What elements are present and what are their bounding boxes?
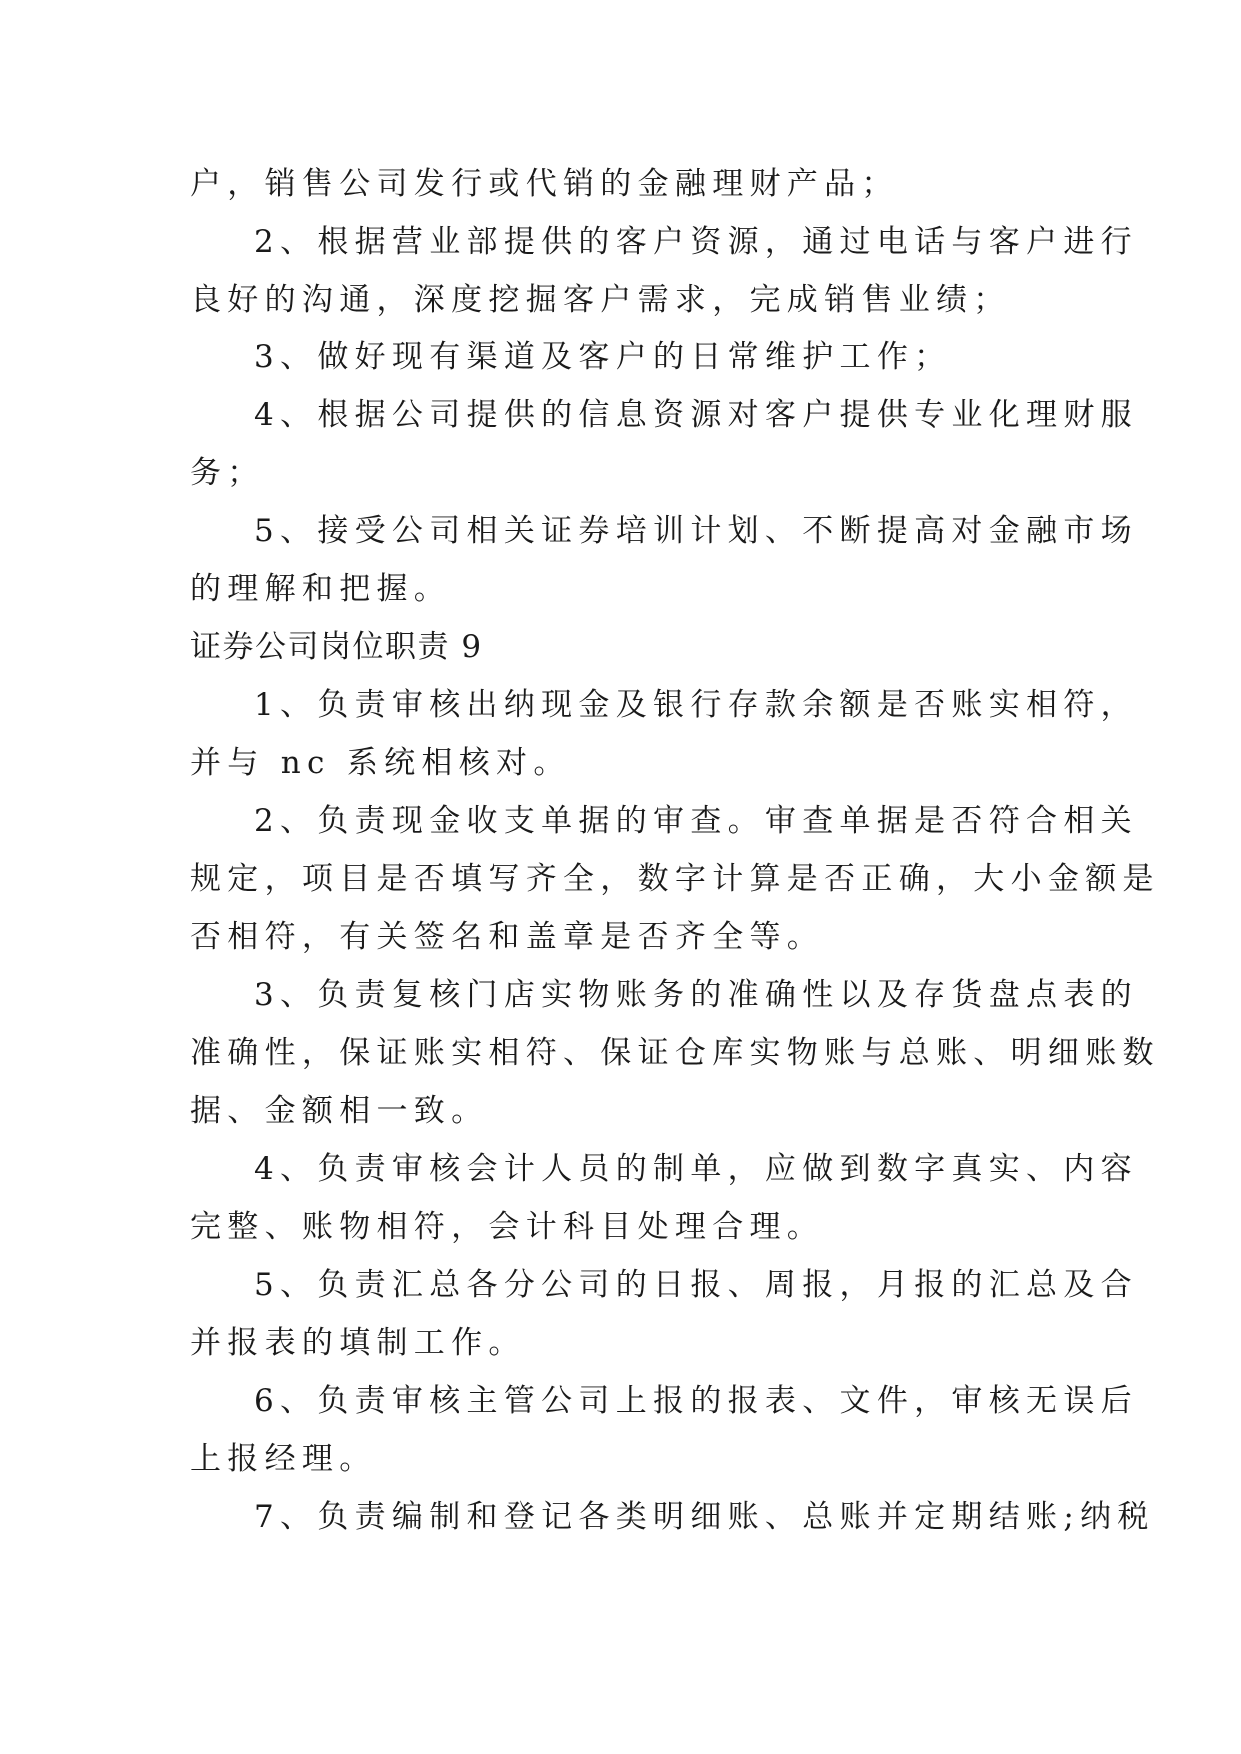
text-line: 2、根据营业部提供的客户资源，通过电话与客户进行 — [254, 224, 1138, 260]
text-line: 良好的沟通，深度挖掘客户需求，完成销售业绩； — [190, 282, 1011, 318]
text-line: 否相符，有关签名和盖章是否齐全等。 — [190, 919, 825, 955]
text-line: 2、负责现金收支单据的审查。审查单据是否符合相关 — [254, 803, 1138, 839]
text-line: 3、负责复核门店实物账务的准确性以及存货盘点表的 — [254, 977, 1138, 1013]
text-line: 上报经理。 — [190, 1441, 377, 1477]
text-line: 务； — [190, 455, 265, 491]
text-line: 完整、账物相符，会计科目处理合理。 — [190, 1209, 825, 1245]
text-line: 4、根据公司提供的信息资源对客户提供专业化理财服 — [254, 397, 1138, 433]
text-line: 的理解和把握。 — [190, 571, 452, 607]
text-line: 6、负责审核主管公司上报的报表、文件，审核无误后 — [254, 1383, 1138, 1419]
text-line: 户，销售公司发行或代销的金融理财产品； — [190, 166, 899, 202]
text-line: 并与 nc 系统相核对。 — [190, 745, 571, 781]
text-line: 3、做好现有渠道及客户的日常维护工作； — [254, 339, 952, 375]
text-line: 并报表的填制工作。 — [190, 1325, 526, 1361]
text-line: 规定，项目是否填写齐全，数字计算是否正确，大小金额是 — [190, 861, 1160, 897]
text-line: 7、负责编制和登记各类明细账、总账并定期结账;纳税 — [254, 1499, 1155, 1535]
text-line: 5、负责汇总各分公司的日报、周报，月报的汇总及合 — [254, 1267, 1138, 1303]
text-line: 5、接受公司相关证券培训计划、不断提高对金融市场 — [254, 513, 1138, 549]
text-line: 准确性，保证账实相符、保证仓库实物账与总账、明细账数 — [190, 1035, 1160, 1071]
text-line: 4、负责审核会计人员的制单，应做到数字真实、内容 — [254, 1151, 1138, 1187]
text-line: 据、金额相一致。 — [190, 1093, 489, 1129]
section-heading: 证券公司岗位职责 9 — [190, 629, 483, 665]
text-line: 1、负责审核出纳现金及银行存款余额是否账实相符， — [254, 687, 1138, 723]
